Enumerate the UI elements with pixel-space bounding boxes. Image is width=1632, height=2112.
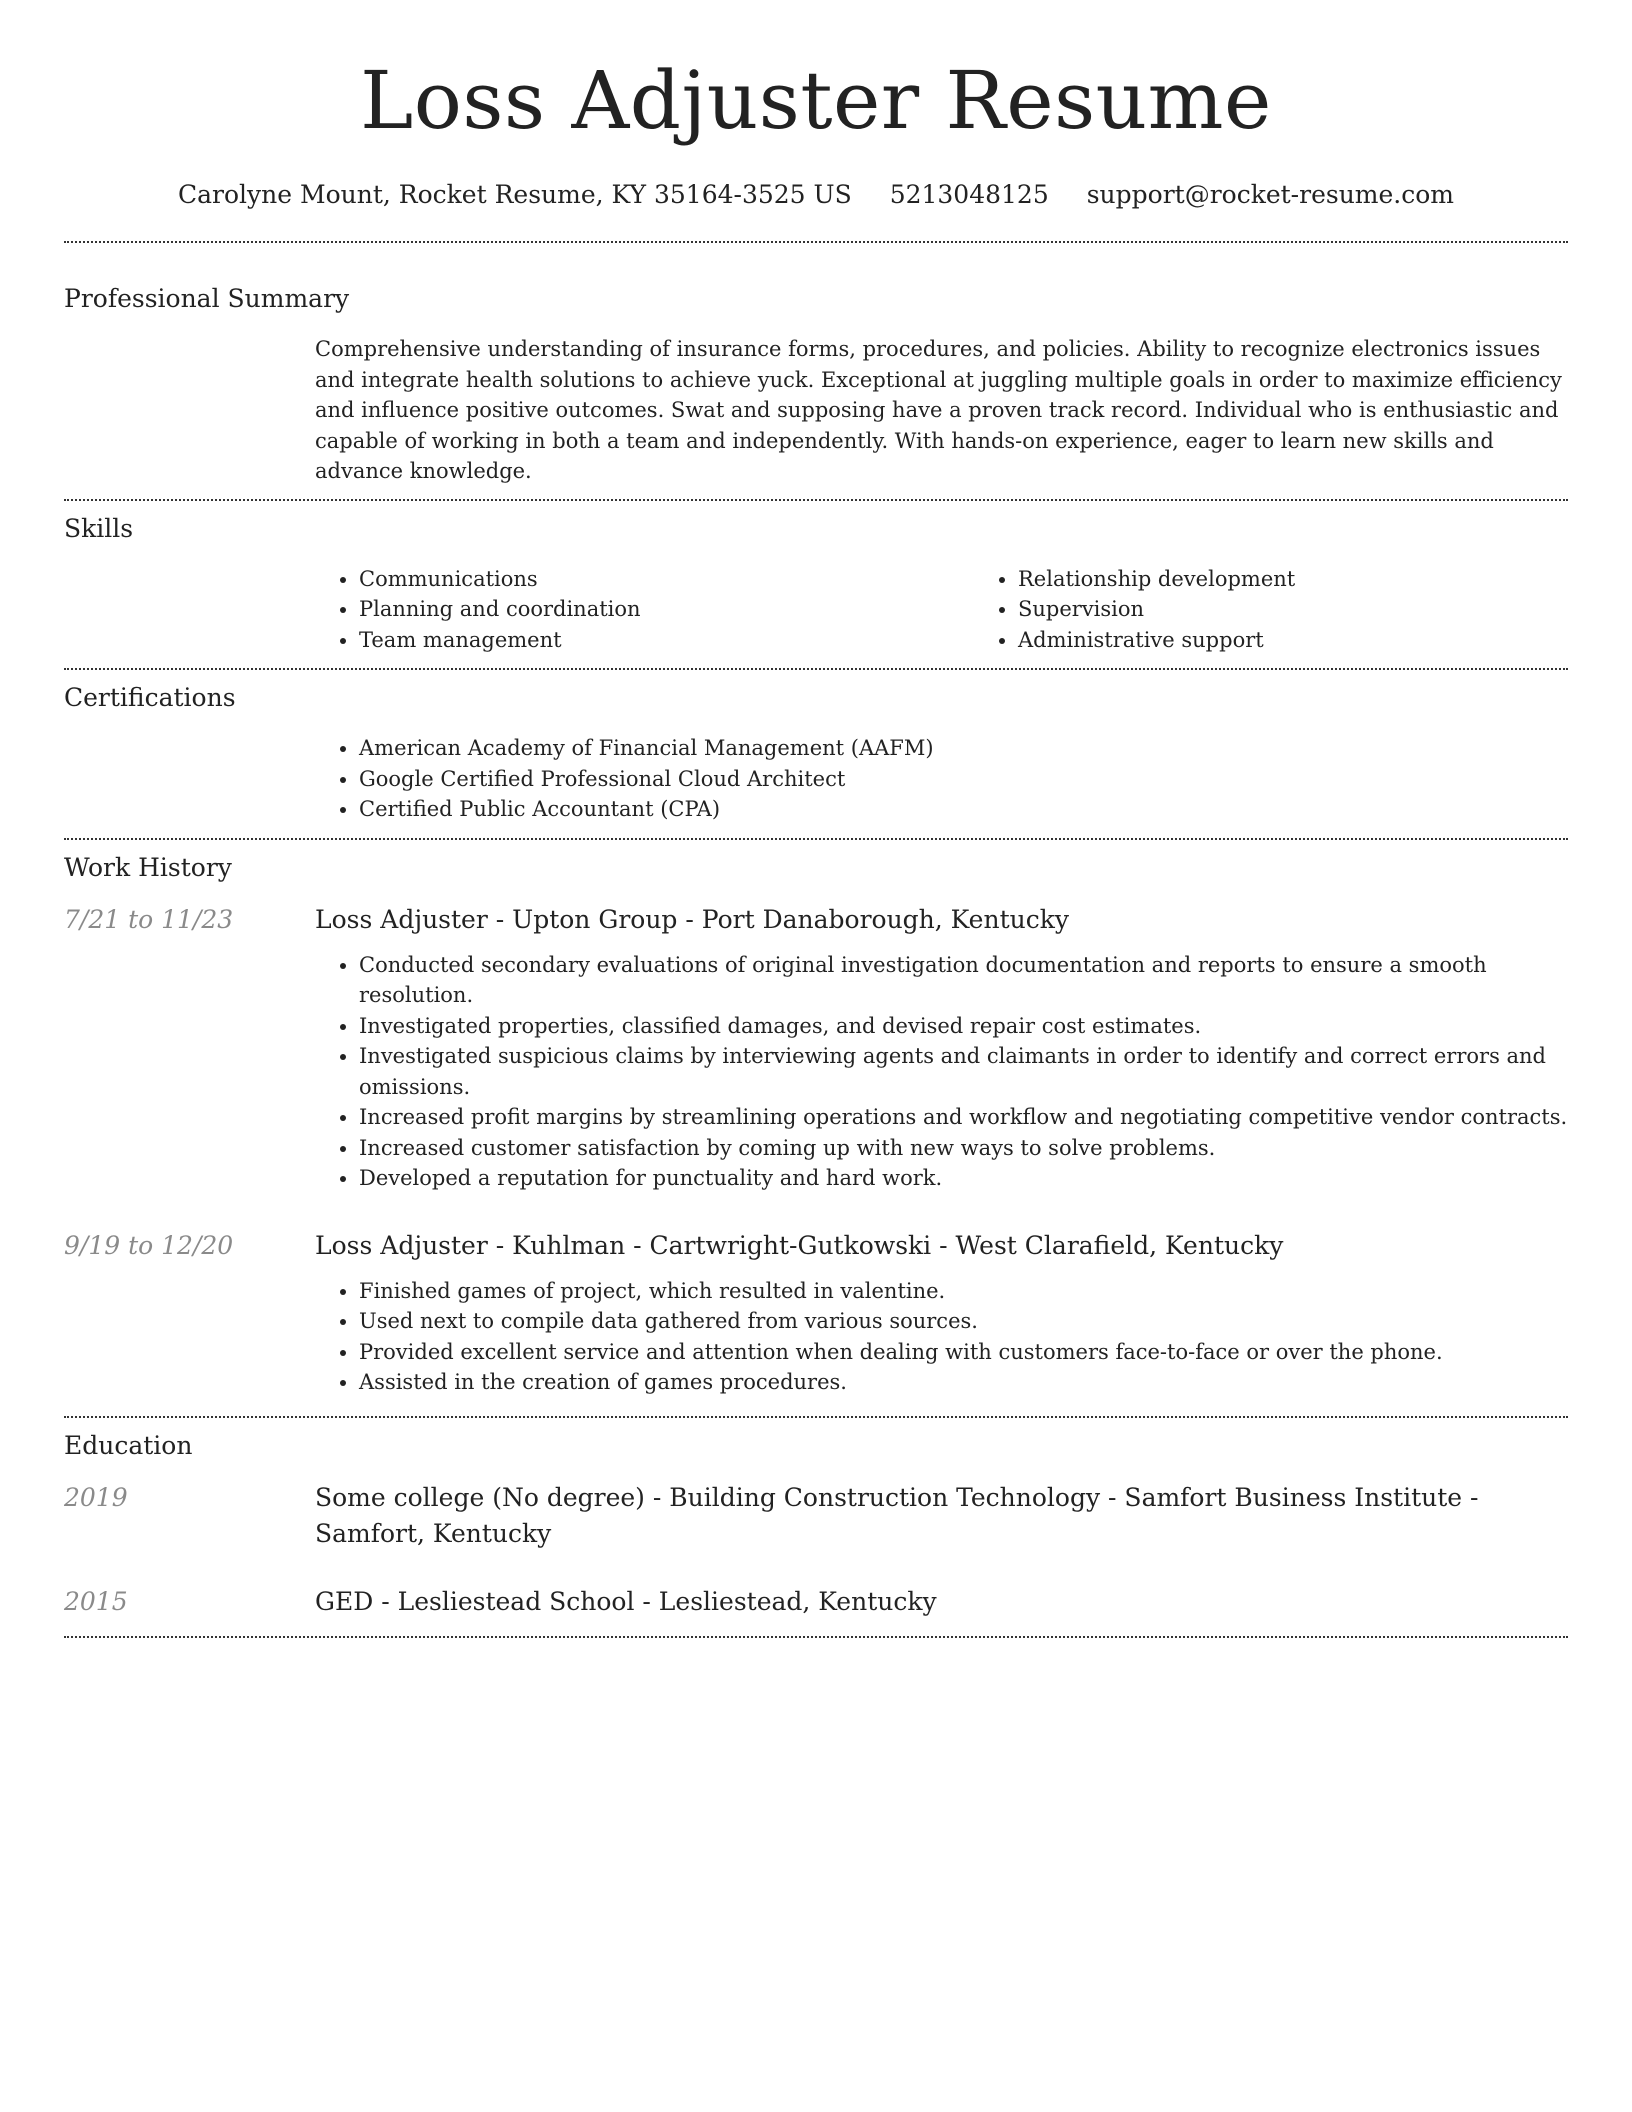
skills-grid — [315, 564, 1632, 656]
skill-item: • Relationship development — [1018, 564, 1632, 595]
job-bullets — [315, 950, 1568, 1194]
skill-item: • Planning and coordination — [359, 594, 974, 625]
skill-item: • Administrative support — [1018, 625, 1632, 656]
section-heading-education: Education — [64, 1430, 193, 1460]
job-bullet: • Investigated properties, classified damages, and devised repair cost estimates. — [359, 1011, 1568, 1042]
education-date: 2015 — [64, 1586, 128, 1616]
job-bullet: • Increased profit margins by streamlining operations and workflow and negotiating competitive vendor contracts. — [359, 1102, 1568, 1133]
certifications-list — [315, 733, 1568, 825]
divider — [64, 668, 1568, 670]
job-bullet: • Finished games of project, which resulted in valentine. — [359, 1276, 1568, 1307]
skills-list-left — [315, 564, 974, 656]
education-title: GED - Lesliestead School - Lesliestead, Kentucky — [315, 1586, 937, 1616]
skill-item: • Supervision — [1018, 594, 1632, 625]
certifications-section — [64, 682, 1568, 825]
education-entry — [64, 1480, 1568, 1552]
certification-item: • Google Certified Professional Cloud Architect — [359, 764, 1568, 795]
divider — [64, 838, 1568, 840]
contact-line — [64, 177, 1568, 213]
job-bullet: • Developed a reputation for punctuality and hard work. — [359, 1163, 1568, 1194]
job-bullet: • Provided excellent service and attention when dealing with customers face-to-face or over the phone. — [359, 1337, 1568, 1368]
job-date: 7/21 to 11/23 — [64, 904, 234, 934]
job-title: Loss Adjuster - Upton Group - Port Danaborough, Kentucky — [315, 904, 1070, 934]
certification-item: • American Academy of Financial Management (AAFM) — [359, 733, 1568, 764]
contact-email: support@rocket-resume.com — [1086, 180, 1455, 209]
section-heading-summary: Professional Summary — [64, 284, 350, 313]
job-entry — [64, 1228, 1568, 1398]
job-bullet: • Conducted secondary evaluations of original investigation documentation and reports to ensure a smooth resolution. — [359, 950, 1568, 1011]
summary-text: Comprehensive understanding of insurance forms, procedures, and policies. Ability to recognize electronics issues and integrate health solutions to achieve yuck. Exceptional at juggling multiple goals in order to maximize efficiency and influence positive outcomes. Swat and supposing have a proven track record. Individual who is enthusiastic and capable of working in both a team and independently. With hands-on experience, eager to learn new skills and advance knowledge. — [315, 337, 1562, 483]
section-heading-work-history: Work History — [64, 852, 232, 882]
education-section — [64, 1430, 1568, 1620]
job-bullet: • Increased customer satisfaction by coming up with new ways to solve problems. — [359, 1133, 1568, 1164]
summary-section — [64, 283, 1568, 487]
job-date: 9/19 to 12/20 — [64, 1230, 234, 1260]
divider — [64, 241, 1568, 243]
job-bullet: • Used next to compile data gathered from various sources. — [359, 1306, 1568, 1337]
job-bullet: • Assisted in the creation of games procedures. — [359, 1367, 1568, 1398]
work-history-section — [64, 852, 1568, 1398]
education-entry — [64, 1584, 1568, 1620]
divider — [64, 1636, 1568, 1638]
skills-list-right — [974, 564, 1632, 656]
contact-address: Carolyne Mount, Rocket Resume, KY 35164-3525 US — [177, 180, 852, 209]
certification-item: • Certified Public Accountant (CPA) — [359, 794, 1568, 825]
divider — [64, 1416, 1568, 1418]
contact-phone: 5213048125 — [889, 180, 1049, 209]
skill-item: • Communications — [359, 564, 974, 595]
education-date: 2019 — [64, 1482, 128, 1512]
section-heading-skills: Skills — [64, 513, 134, 543]
skills-section — [64, 513, 1568, 656]
section-heading-certifications: Certifications — [64, 683, 236, 712]
job-bullet: • Investigated suspicious claims by interviewing agents and claimants in order to identify and correct errors and omissions. — [359, 1041, 1568, 1102]
divider — [64, 499, 1568, 501]
job-title: Loss Adjuster - Kuhlman - Cartwright-Gutkowski - West Clarafield, Kentucky — [315, 1230, 1284, 1260]
page-title: Loss Adjuster Resume — [360, 54, 1272, 147]
skill-item: • Team management — [359, 625, 974, 656]
job-entry — [64, 902, 1568, 1194]
job-bullets — [315, 1276, 1568, 1398]
education-title: Some college (No degree) - Building Construction Technology - Samfort Business Institute - Samfort, Kentucky — [315, 1482, 1479, 1548]
